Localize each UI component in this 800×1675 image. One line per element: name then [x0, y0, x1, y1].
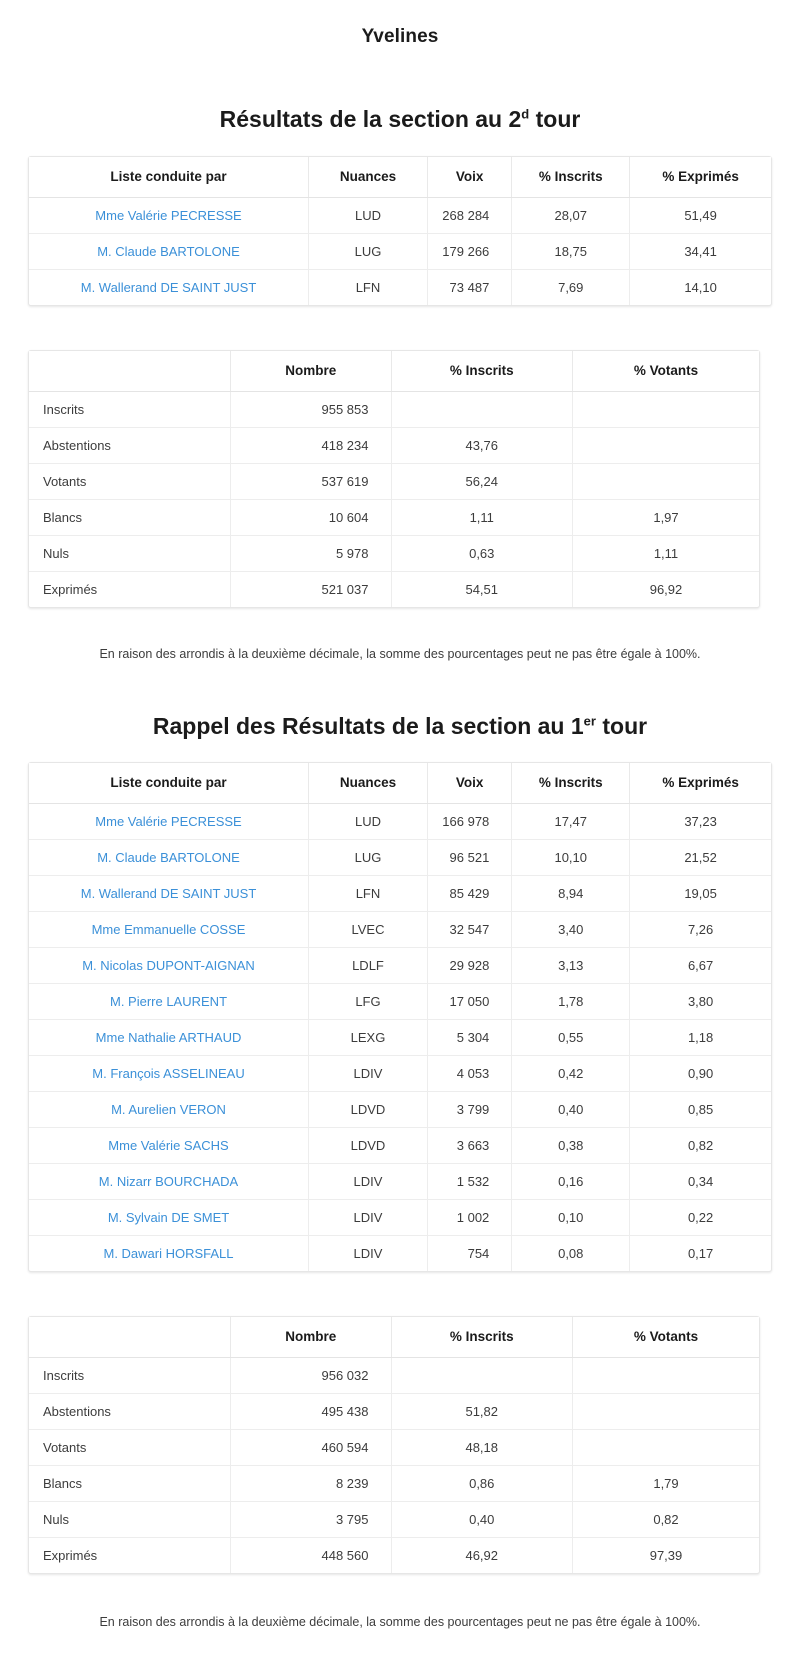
pct-inscrits-value: 0,55 — [512, 1019, 630, 1055]
stat-nombre: 955 853 — [230, 391, 391, 427]
pct-inscrits-value: 0,10 — [512, 1199, 630, 1235]
section-title-round1-suffix: tour — [595, 713, 648, 739]
pct-inscrits-value: 28,07 — [512, 197, 630, 233]
nuance-value: LDVD — [309, 1091, 428, 1127]
round1-results-table-container — [28, 762, 772, 1272]
stat-nombre: 448 560 — [230, 1537, 391, 1573]
column-header-liste: Liste conduite par — [29, 763, 309, 803]
table-header-row — [29, 157, 771, 197]
candidate-link[interactable]: M. Dawari HORSFALL — [29, 1235, 309, 1271]
stat-pct-votants: 97,39 — [649, 1547, 683, 1563]
candidate-link[interactable]: M. Aurelien VERON — [29, 1091, 309, 1127]
table-row — [29, 1393, 759, 1429]
candidate-link[interactable]: M. Nizarr BOURCHADA — [29, 1163, 309, 1199]
stat-label: Votants — [29, 1429, 230, 1465]
round2-results-header — [29, 157, 771, 197]
column-header-pct-inscrits: % Inscrits — [512, 157, 630, 197]
stat-label: Nuls — [29, 1501, 230, 1537]
stat-nombre: 3 795 — [230, 1501, 391, 1537]
stat-pct-votants: 1,79 — [573, 1465, 760, 1501]
stat-pct-inscrits — [391, 391, 573, 427]
candidate-link[interactable]: M. Pierre LAURENT — [29, 983, 309, 1019]
round2-stats-table-container — [28, 350, 760, 608]
column-header-pct-exprimes: % Exprimés — [630, 157, 771, 197]
nuance-value: LDIV — [309, 1055, 428, 1091]
pct-exprimes-value: 0,85 — [630, 1091, 771, 1127]
stat-pct-inscrits: 1,11 — [391, 499, 573, 535]
pct-exprimes-value: 0,90 — [630, 1055, 771, 1091]
stat-label: Blancs — [29, 499, 230, 535]
stat-label: Votants — [29, 463, 230, 499]
column-header-pct-exprimes: % Exprimés — [630, 763, 771, 803]
round2-stats-body — [29, 391, 759, 607]
candidate-link[interactable]: Mme Valérie SACHS — [29, 1127, 309, 1163]
pct-inscrits-value: 0,16 — [512, 1163, 630, 1199]
candidate-link[interactable]: Mme Emmanuelle COSSE — [29, 911, 309, 947]
column-header-pct-votants: % Votants — [573, 1317, 760, 1357]
stat-pct-votants: 1,97 — [573, 499, 760, 535]
nuance-value: LUG — [309, 233, 428, 269]
pct-exprimes-value: 34,41 — [630, 233, 771, 269]
stat-label: Nuls — [29, 535, 230, 571]
round2-stats-header — [29, 351, 759, 391]
pct-exprimes-value: 6,67 — [630, 947, 771, 983]
table-row — [29, 535, 759, 571]
nuance-value: LUG — [309, 839, 428, 875]
pct-exprimes-value: 3,80 — [630, 983, 771, 1019]
nuance-value: LDVD — [309, 1127, 428, 1163]
table-row — [29, 875, 771, 911]
nuance-value: LFN — [309, 269, 428, 305]
stat-pct-inscrits: 46,92 — [391, 1537, 573, 1573]
nuance-value: LDIV — [309, 1199, 428, 1235]
candidate-link[interactable]: M. Wallerand DE SAINT JUST — [29, 875, 309, 911]
candidate-link[interactable]: M. François ASSELINEAU — [29, 1055, 309, 1091]
candidate-link[interactable]: Mme Valérie PECRESSE — [29, 803, 309, 839]
nuance-value: LFN — [309, 875, 428, 911]
stat-label: Inscrits — [29, 391, 230, 427]
voix-value: 3 663 — [427, 1127, 511, 1163]
voix-value: 268 284 — [427, 197, 511, 233]
pct-inscrits-value: 1,78 — [512, 983, 630, 1019]
stat-pct-votants — [573, 427, 760, 463]
stat-pct-votants: 0,82 — [573, 1501, 760, 1537]
section-title-round2-text: Résultats de la section au 2 — [219, 106, 522, 132]
footnote-round2: En raison des arrondis à la deuxième décimale, la somme des pourcentages peut ne pas être égale à 100%. — [99, 646, 701, 661]
round2-results-table — [29, 157, 771, 305]
round2-results-body — [29, 197, 771, 305]
page-bottom-spacer — [0, 1641, 800, 1675]
stat-pct-inscrits: 0,86 — [391, 1465, 573, 1501]
voix-value: 85 429 — [427, 875, 511, 911]
voix-value: 5 304 — [427, 1019, 511, 1055]
nuance-value: LUD — [309, 197, 428, 233]
table-row — [29, 391, 759, 427]
table-row — [29, 1501, 759, 1537]
pct-exprimes-value: 21,52 — [630, 839, 771, 875]
stat-nombre: 460 594 — [230, 1429, 391, 1465]
column-header-liste: Liste conduite par — [29, 157, 309, 197]
pct-exprimes-value: 0,34 — [630, 1163, 771, 1199]
column-header-pct-votants: % Votants — [573, 351, 760, 391]
stat-nombre: 956 032 — [230, 1357, 391, 1393]
candidate-link[interactable]: M. Claude BARTOLONE — [29, 233, 309, 269]
pct-exprimes-value: 0,82 — [630, 1127, 771, 1163]
voix-value: 17 050 — [427, 983, 511, 1019]
table-row — [29, 983, 771, 1019]
pct-exprimes-value: 0,22 — [630, 1199, 771, 1235]
stat-label: Blancs — [29, 1465, 230, 1501]
section-title-round1 — [0, 673, 800, 762]
column-header-nombre: Nombre — [230, 351, 391, 391]
table-row — [29, 233, 771, 269]
candidate-link[interactable]: M. Sylvain DE SMET — [29, 1199, 309, 1235]
table-header-row — [29, 351, 759, 391]
voix-value: 96 521 — [427, 839, 511, 875]
pct-inscrits-value: 3,13 — [512, 947, 630, 983]
stat-nombre: 537 619 — [230, 463, 391, 499]
round1-stats-table-container — [28, 1316, 760, 1574]
pct-inscrits-value: 17,47 — [512, 803, 630, 839]
table-row — [29, 197, 771, 233]
round2-stats-table — [29, 351, 759, 607]
candidate-link[interactable]: M. Claude BARTOLONE — [29, 839, 309, 875]
round1-stats-header — [29, 1317, 759, 1357]
table-header-row — [29, 763, 771, 803]
round1-stats-table — [29, 1317, 759, 1573]
stat-pct-inscrits: 56,24 — [391, 463, 573, 499]
table-row — [29, 1429, 759, 1465]
column-header-pct-inscrits: % Inscrits — [391, 351, 573, 391]
pct-exprimes-value: 1,18 — [630, 1019, 771, 1055]
stat-nombre: 10 604 — [230, 499, 391, 535]
round1-results-body — [29, 803, 771, 1271]
table-row — [29, 269, 771, 305]
column-header-voix: Voix — [427, 157, 511, 197]
table-row — [29, 1055, 771, 1091]
table-row — [29, 427, 759, 463]
stat-pct-inscrits: 48,18 — [391, 1429, 573, 1465]
pct-inscrits-value: 10,10 — [512, 839, 630, 875]
pct-exprimes-value: 0,17 — [687, 1245, 714, 1261]
section-title-round2 — [0, 48, 800, 156]
stat-label: Exprimés — [29, 571, 230, 607]
section-title-round1-sup: er — [583, 713, 596, 729]
footnote-round1: En raison des arrondis à la deuxième décimale, la somme des pourcentages peut ne pas être égale à 100%. — [99, 1614, 701, 1629]
nuance-value: LVEC — [309, 911, 428, 947]
table-row — [29, 463, 759, 499]
stat-pct-inscrits: 0,63 — [391, 535, 573, 571]
column-header-nombre: Nombre — [230, 1317, 391, 1357]
column-header-blank — [29, 351, 230, 391]
table-row — [29, 571, 759, 607]
pct-inscrits-value: 8,94 — [512, 875, 630, 911]
voix-value: 166 978 — [427, 803, 511, 839]
table-row — [29, 1537, 759, 1573]
section-title-round1-text: Rappel des Résultats de la section au 1 — [152, 713, 584, 739]
stat-pct-votants — [573, 1393, 760, 1429]
pct-inscrits-value: 3,40 — [512, 911, 630, 947]
voix-value: 4 053 — [427, 1055, 511, 1091]
table-row — [29, 911, 771, 947]
table-row — [29, 1235, 771, 1271]
stat-nombre: 8 239 — [230, 1465, 391, 1501]
stat-nombre: 521 037 — [230, 571, 391, 607]
table-row — [29, 1091, 771, 1127]
candidate-link[interactable]: M. Nicolas DUPONT-AIGNAN — [29, 947, 309, 983]
stat-pct-votants — [573, 1357, 760, 1393]
round2-results-table-container — [28, 156, 772, 306]
stat-pct-inscrits: 54,51 — [391, 571, 573, 607]
nuance-value: LDIV — [309, 1163, 428, 1199]
table-header-row — [29, 1317, 759, 1357]
voix-value: 3 799 — [427, 1091, 511, 1127]
page-title: Yvelines — [361, 26, 439, 47]
stat-label: Exprimés — [29, 1537, 230, 1573]
table-row — [29, 1163, 771, 1199]
voix-value: 32 547 — [427, 911, 511, 947]
column-header-pct-inscrits: % Inscrits — [512, 763, 630, 803]
round1-stats-body — [29, 1357, 759, 1573]
column-header-nuances: Nuances — [309, 763, 428, 803]
nuance-value: LUD — [309, 803, 428, 839]
stat-nombre: 418 234 — [230, 427, 391, 463]
voix-value: 179 266 — [427, 233, 511, 269]
table-row — [29, 1199, 771, 1235]
spacer — [0, 306, 800, 350]
stat-label: Abstentions — [29, 427, 230, 463]
voix-value: 1 532 — [427, 1163, 511, 1199]
table-row — [29, 1465, 759, 1501]
table-row — [29, 947, 771, 983]
pct-inscrits-value: 0,38 — [512, 1127, 630, 1163]
spacer — [0, 1272, 800, 1316]
pct-inscrits-value: 0,42 — [512, 1055, 630, 1091]
candidate-link[interactable]: M. Wallerand DE SAINT JUST — [29, 269, 309, 305]
voix-value: 1 002 — [427, 1199, 511, 1235]
nuance-value: LDLF — [309, 947, 428, 983]
stat-pct-inscrits — [391, 1357, 573, 1393]
table-row — [29, 1127, 771, 1163]
pct-exprimes-value: 37,23 — [630, 803, 771, 839]
pct-inscrits-value: 18,75 — [512, 233, 630, 269]
section-title-round2-suffix: tour — [529, 106, 581, 132]
stat-pct-votants — [573, 1429, 760, 1465]
round1-results-table — [29, 763, 771, 1271]
stat-pct-votants: 1,11 — [573, 535, 760, 571]
pct-exprimes-value: 14,10 — [684, 279, 717, 295]
stat-pct-inscrits: 51,82 — [391, 1393, 573, 1429]
stat-pct-votants — [573, 391, 760, 427]
pct-inscrits-value: 0,40 — [512, 1091, 630, 1127]
voix-value: 73 487 — [427, 269, 511, 305]
column-header-blank — [29, 1317, 230, 1357]
table-row — [29, 499, 759, 535]
table-row — [29, 803, 771, 839]
stat-label: Inscrits — [29, 1357, 230, 1393]
column-header-voix: Voix — [427, 763, 511, 803]
table-row — [29, 1357, 759, 1393]
candidate-link[interactable]: Mme Valérie PECRESSE — [29, 197, 309, 233]
pct-inscrits-value: 0,08 — [512, 1235, 630, 1271]
candidate-link[interactable]: Mme Nathalie ARTHAUD — [29, 1019, 309, 1055]
round1-results-header — [29, 763, 771, 803]
nuance-value: LFG — [309, 983, 428, 1019]
stat-pct-inscrits: 43,76 — [391, 427, 573, 463]
stat-pct-votants: 96,92 — [649, 581, 683, 597]
stat-nombre: 5 978 — [230, 535, 391, 571]
stat-pct-votants — [573, 463, 760, 499]
nuance-value: LEXG — [309, 1019, 428, 1055]
pct-exprimes-value: 51,49 — [630, 197, 771, 233]
stat-label: Abstentions — [29, 1393, 230, 1429]
pct-exprimes-value: 7,26 — [630, 911, 771, 947]
table-row — [29, 839, 771, 875]
section-title-round2-sup: d — [521, 106, 530, 122]
table-row — [29, 1019, 771, 1055]
column-header-nuances: Nuances — [309, 157, 428, 197]
voix-value: 29 928 — [427, 947, 511, 983]
stat-nombre: 495 438 — [230, 1393, 391, 1429]
voix-value: 754 — [427, 1235, 511, 1271]
pct-inscrits-value: 7,69 — [512, 269, 630, 305]
stat-pct-inscrits: 0,40 — [391, 1501, 573, 1537]
nuance-value: LDIV — [309, 1235, 428, 1271]
pct-exprimes-value: 19,05 — [630, 875, 771, 911]
column-header-pct-inscrits: % Inscrits — [391, 1317, 573, 1357]
